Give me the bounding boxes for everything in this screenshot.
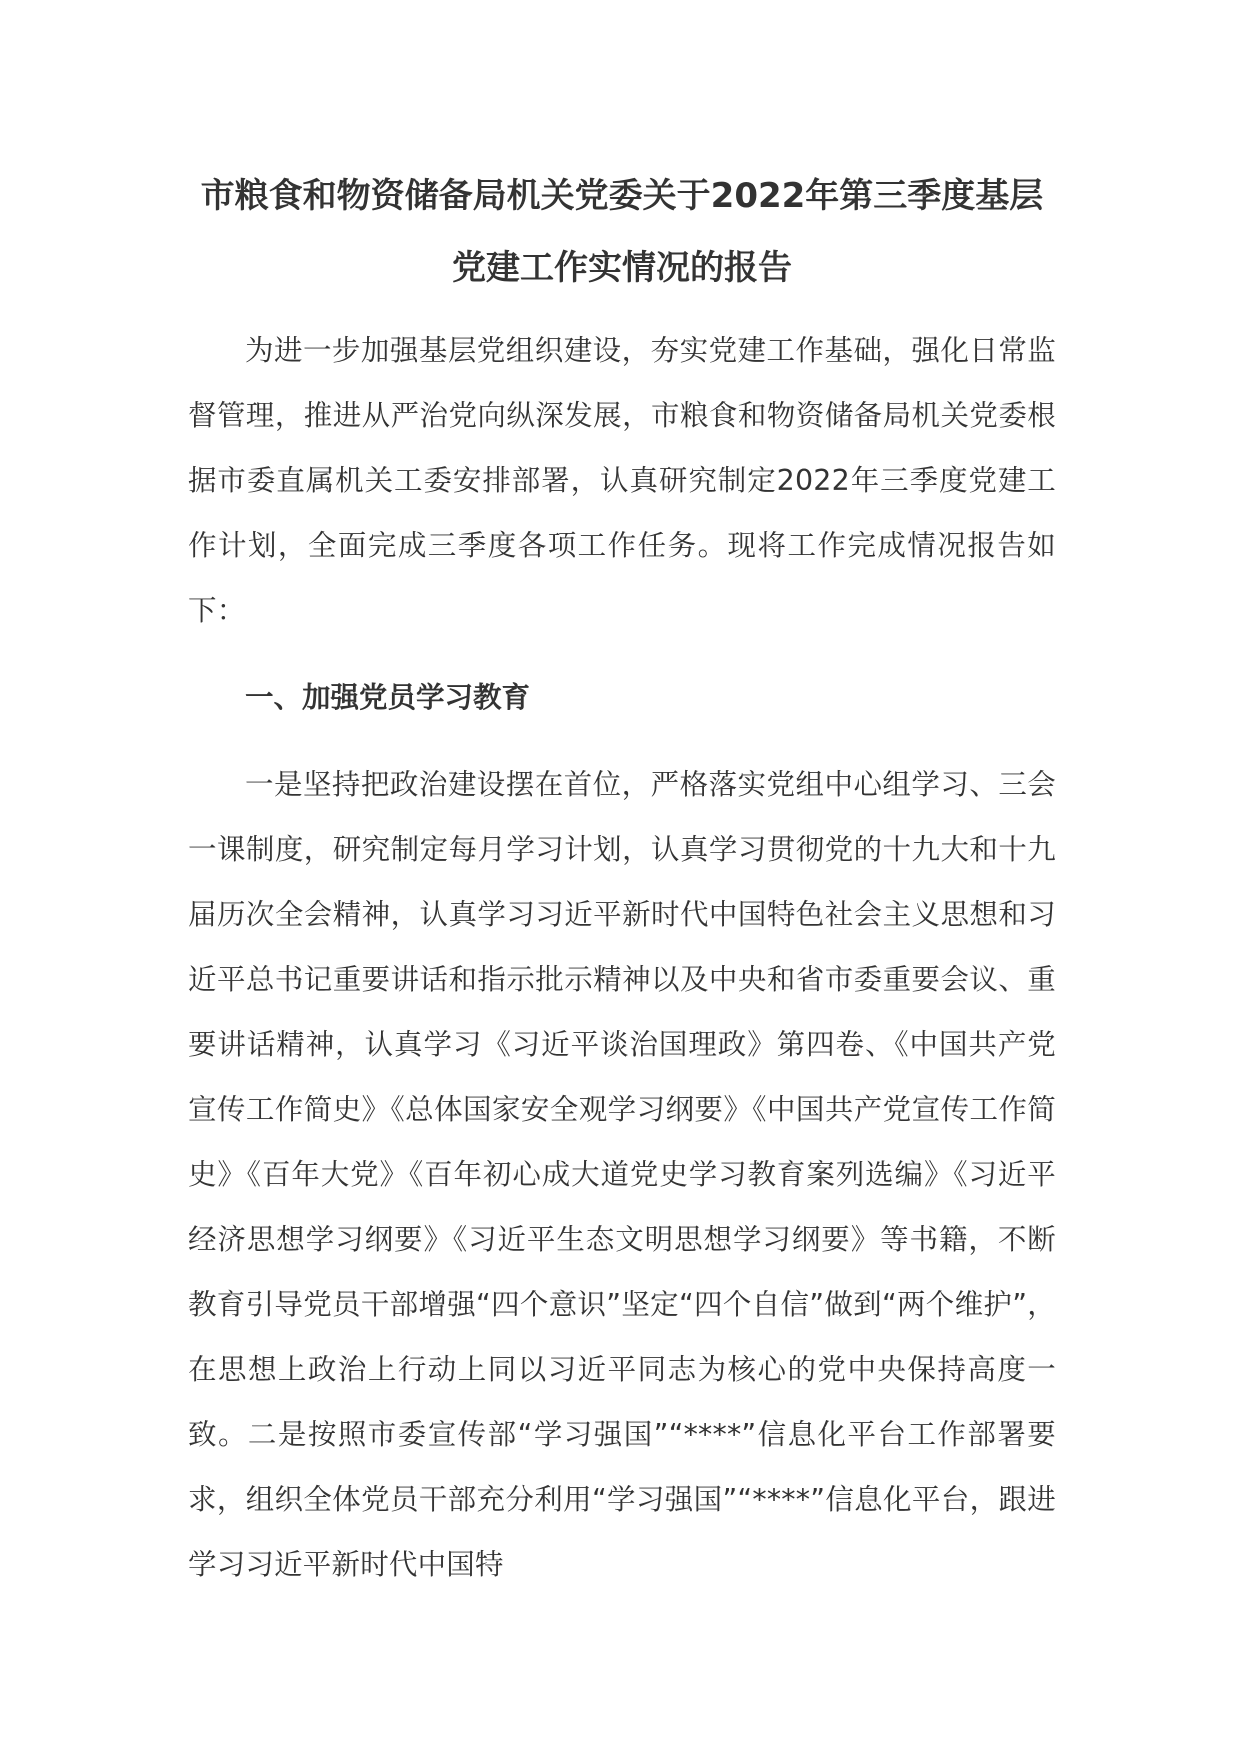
- intro-paragraph: 为进一步加强基层党组织建设，夯实党建工作基础，强化日常监督管理，推进从严治党向纵深发展，市粮食和物资储备局机关党委根据市委直属机关工委安排部署，认真研究制定2022年三季度党建工作计划，全面完成三季度各项工作任务。现将工作完成情况报告如下：: [188, 334, 1056, 627]
- section-1-paragraph: 一是坚持把政治建设摆在首位，严格落实党组中心组学习、三会一课制度，研究制定每月学习计划，认真学习贯彻党的十九大和十九届历次全会精神，认真学习习近平新时代中国特色社会主义思想和习近平总书记重要讲话和指示批示精神以及中央和省市委重要会议、重要讲话精神，认真学习《习近平谈治国理政》第四卷、《中国共产党宣传工作简史》《总体国家安全观学习纲要》《中国共产党宣传工作简史》《百年大党》《百年初心成大道党史学习教育案列选编》《习近平经济思想学习纲要》《习近平生态文明思想学习纲要》等书籍，不断教育引导党员干部增强“四个意识”坚定“四个自信”做到“两个维护”，在思想上政治上行动上同以习近平同志为核心的党中央保持高度一致。二是按照市委宣传部“学习强国”“****”信息化平台工作部署要求，组织全体党员干部充分利用“学习强国”“****”信息化平台，跟进学习习近平新时代中国特: [188, 768, 1056, 1581]
- document-page: [188, 160, 1056, 1597]
- title-line-2: 党建工作实情况的报告: [452, 248, 792, 288]
- title-line-1: 市粮食和物资储备局机关党委关于2022年第三季度基层: [200, 176, 1044, 216]
- section-1-heading: 一、加强党员学习教育: [245, 681, 531, 714]
- document-title: [188, 160, 1056, 304]
